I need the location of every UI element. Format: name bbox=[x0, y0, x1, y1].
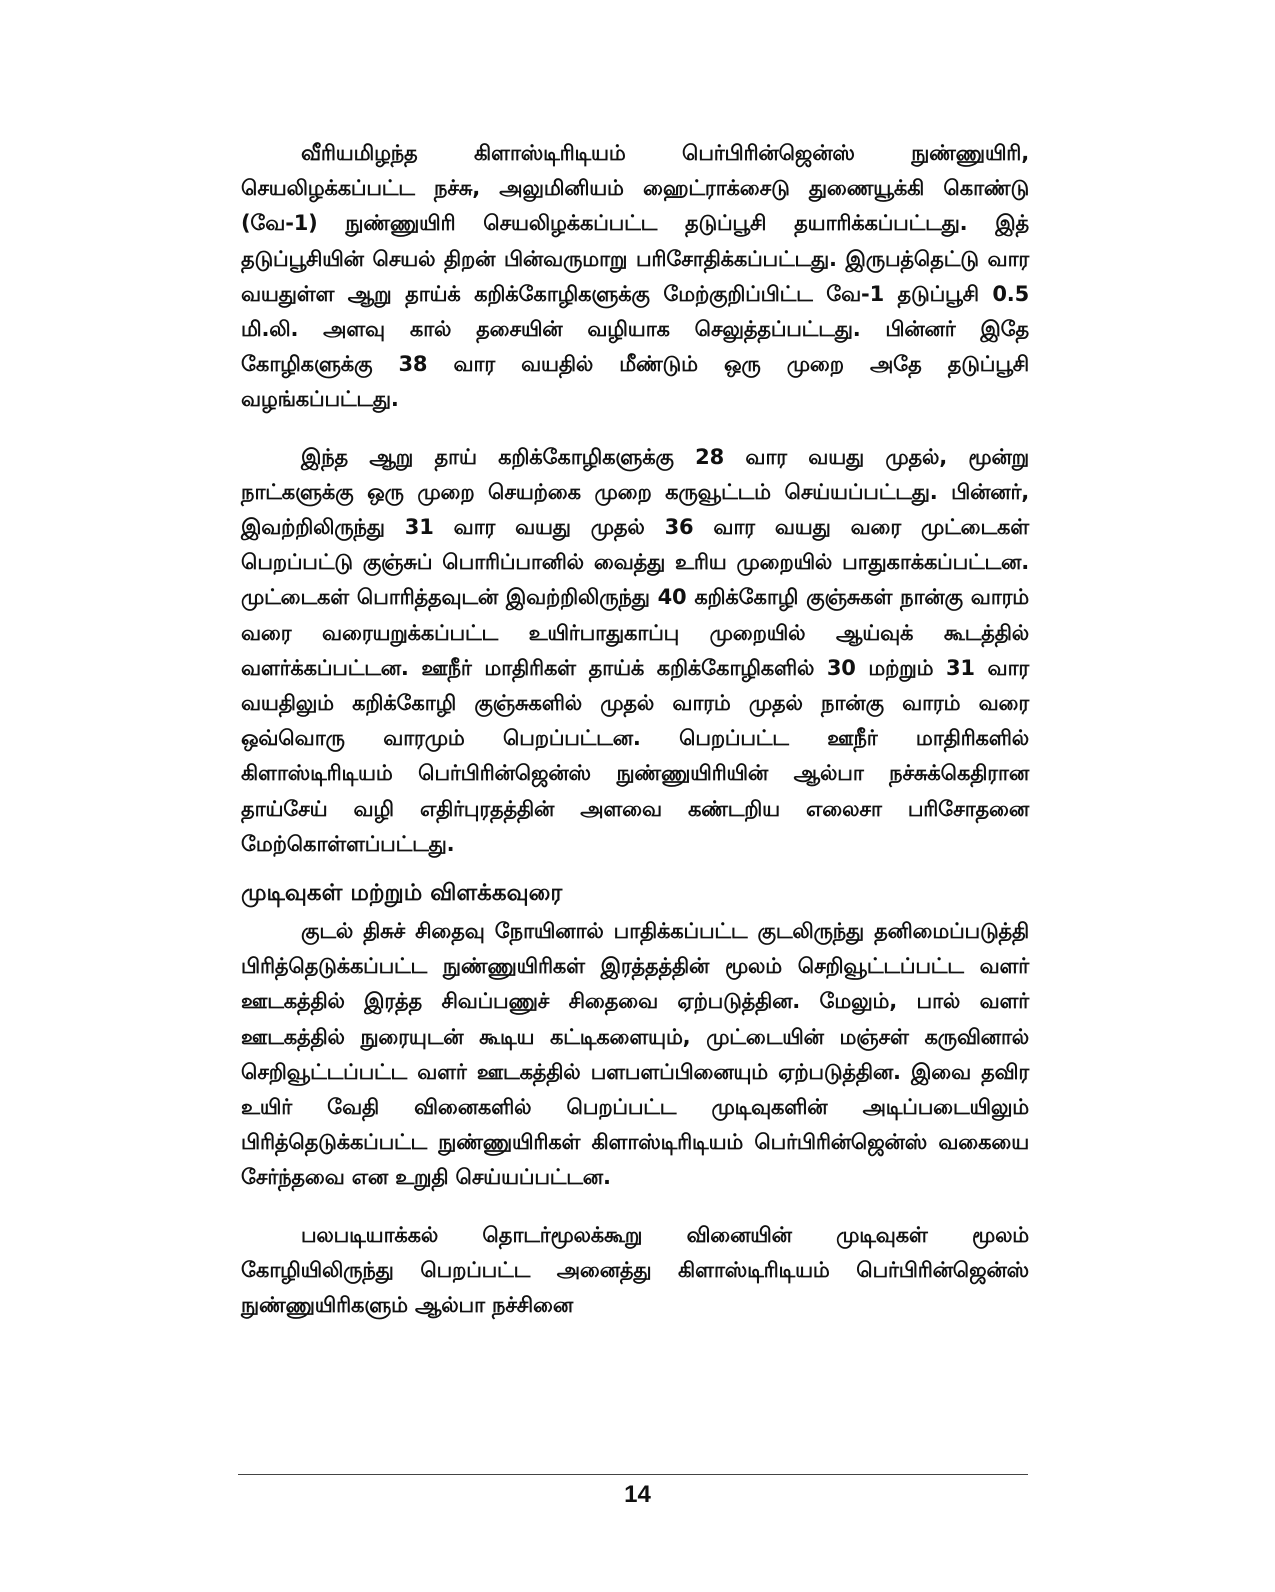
paragraph-spacer bbox=[241, 418, 1029, 440]
section-heading-results: முடிவுகள் மற்றும் விளக்கவுரை bbox=[241, 880, 563, 907]
paragraph-vaccine-preparation: வீரியமிழந்த கிளாஸ்டிரிடியம் பெர்பிரின்ஜென்ஸ் நுண்ணுயிரி, செயலிழக்கப்பட்ட நச்சு, அலுமினியம் ஹைட்ராக்சைடு துணையூக்கி கொண்டு (வே-1) நுண்ணுயிரி செயலிழக்கப்பட்ட தடுப்பூசி தயாரிக்கப்பட்டது. இத் தடுப்பூசியின் செயல் திறன் பின்வருமாறு பரிசோதிக்கப்பட்டது. இருபத்தெட்டு வார வயதுள்ள ஆறு தாய்க் கறிக்கோழிகளுக்கு மேற்குறிப்பிட்ட வே-1 தடுப்பூசி 0.5 மி.லி. அளவு கால் தசையின் வழியாக செலுத்தப்பட்டது. பின்னர் இதே கோழிகளுக்கு 38 வார வயதில் மீண்டும் ஒரு முறை அதே தடுப்பூசி வழங்கப்பட்டது. bbox=[241, 141, 1029, 412]
paragraph-pcr-results: பலபடியாக்கல் தொடர்மூலக்கூறு வினையின் முடிவுகள் மூலம் கோழியிலிருந்து பெறப்பட்ட அனைத்து கிளாஸ்டிரிடியம் பெர்பிரின்ஜென்ஸ் நுண்ணுயிரிகளும் ஆல்பா நச்சினை bbox=[241, 1222, 1029, 1318]
page-body bbox=[241, 136, 1029, 1323]
paragraph-breeder-hens: இந்த ஆறு தாய் கறிக்கோழிகளுக்கு 28 வார வயது முதல், மூன்று நாட்களுக்கு ஒரு முறை செயற்கை முறை கருவூட்டம் செய்யப்பட்டது. பின்னர், இவற்றிலிருந்து 31 வார வயது முதல் 36 வார வயது வரை முட்டைகள் பெறப்பட்டு குஞ்சுப் பொரிப்பானில் வைத்து உரிய முறையில் பாதுகாக்கப்பட்டன. முட்டைகள் பொரித்தவுடன் இவற்றிலிருந்து 40 கறிக்கோழி குஞ்சுகள் நான்கு வாரம் வரை வரையறுக்கப்பட்ட உயிர்பாதுகாப்பு முறையில் ஆய்வுக் கூடத்தில் வளர்க்கப்பட்டன. ஊநீர் மாதிரிகள் தாய்க் கறிக்கோழிகளில் 30 மற்றும் 31 வார வயதிலும் கறிக்கோழி குஞ்சுகளில் முதல் வாரம் முதல் நான்கு வாரம் வரை ஒவ்வொரு வாரமும் பெறப்பட்டன. பெறப்பட்ட ஊநீர் மாதிரிகளில் கிளாஸ்டிரிடியம் பெர்பிரின்ஜென்ஸ் நுண்ணுயிரியின் ஆல்பா நச்சுக்கெதிரான தாய்சேய் வழி எதிர்புரதத்தின் அளவை கண்டறிய எலைசா பரிசோதனை மேற்கொள்ளப்பட்டது. bbox=[241, 444, 1029, 856]
page-number: 14 bbox=[624, 1481, 651, 1508]
footer-divider bbox=[238, 1474, 1028, 1475]
paragraph-isolation-results: குடல் திசுச் சிதைவு நோயினால் பாதிக்கப்பட்ட குடலிருந்து தனிமைப்படுத்தி பிரித்தெடுக்கப்பட்ட நுண்ணுயிரிகள் இரத்தத்தின் மூலம் செறிவூட்டப்பட்ட வளர் ஊடகத்தில் இரத்த சிவப்பணுச் சிதைவை ஏற்படுத்தின. மேலும், பால் வளர் ஊடகத்தில் நுரையுடன் கூடிய கட்டிகளையும், முட்டையின் மஞ்சள் கருவினால் செறிவூட்டப்பட்ட வளர் ஊடகத்தில் பளபளப்பினையும் ஏற்படுத்தின. இவை தவிர உயிர் வேதி வினைகளில் பெறப்பட்ட முடிவுகளின் அடிப்படையிலும் பிரித்தெடுக்கப்பட்ட நுண்ணுயிரிகள் கிளாஸ்டிரிடியம் பெர்பிரின்ஜென்ஸ் வகையை சேர்ந்தவை என உறுதி செய்யப்பட்டன. bbox=[241, 919, 1029, 1190]
paragraph-spacer bbox=[241, 1196, 1029, 1218]
